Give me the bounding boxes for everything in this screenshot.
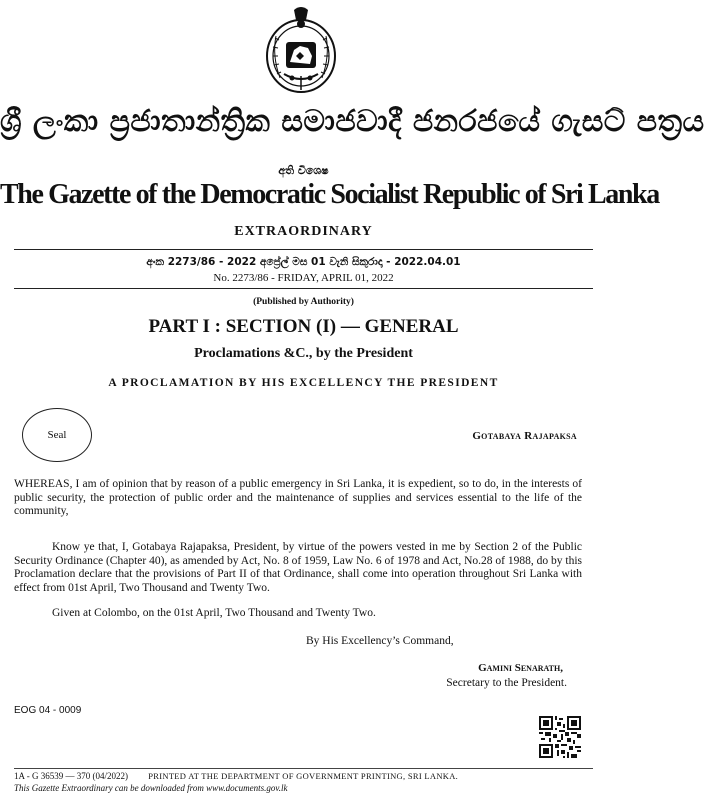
paragraph-given-at: Given at Colombo, on the 01st April, Two Thousand and Twenty Two. bbox=[52, 607, 376, 619]
secretary-name: Gamini Senarath, bbox=[478, 662, 563, 674]
extraordinary-label-sinhala: අති විශෙෂ bbox=[278, 164, 329, 177]
president-signature-name: Gotabaya Rajapaksa bbox=[472, 430, 577, 442]
issue-line-english: No. 2273/86 - FRIDAY, APRIL 01, 2022 bbox=[213, 272, 394, 284]
header-divider-bottom bbox=[14, 288, 593, 289]
footer-code: 1A - G 36539 — 370 (04/2022) bbox=[14, 771, 128, 781]
issue-line-sinhala: අංක 2273/86 - 2022 අප්‍රේල් මස 01 වැනි සිකුරාදා - 2022.04.01 bbox=[146, 256, 461, 268]
footer-download-note: This Gazette Extraordinary can be downloaded from www.documents.gov.lk bbox=[14, 783, 288, 793]
footer-printed-by: PRINTED AT THE DEPARTMENT OF GOVERNMENT PRINTING, SRI LANKA. bbox=[148, 771, 459, 781]
part-heading: PART I : SECTION (I) — GENERAL bbox=[148, 316, 459, 337]
secretary-title: Secretary to the President. bbox=[446, 677, 567, 689]
seal-stamp bbox=[22, 408, 92, 462]
reference-code: EOG 04 - 0009 bbox=[14, 705, 82, 716]
command-line: By His Excellency’s Command, bbox=[306, 635, 454, 647]
paragraph-whereas: WHEREAS, I am of opinion that by reason of a public emergency in Sri Lanka, it is expedient, so to do, in the interests of public security, the protection of public order and the maintenance of supplies and services essential to the life of the community, bbox=[14, 478, 582, 517]
gazette-title-english: The Gazette of the Democratic Socialist Republic of Sri Lanka bbox=[0, 179, 659, 210]
header-divider-top bbox=[14, 249, 593, 250]
published-by-authority: (Published by Authority) bbox=[253, 297, 354, 307]
qr-code-icon bbox=[539, 716, 581, 758]
footer-print-line bbox=[14, 771, 458, 781]
proclamation-heading: A PROCLAMATION BY HIS EXCELLENCY THE PRESIDENT bbox=[108, 377, 499, 389]
national-emblem-icon bbox=[262, 6, 340, 94]
seal-label: Seal bbox=[47, 429, 67, 441]
paragraph-know-ye: Know ye that, I, Gotabaya Rajapaksa, President, by virtue of the powers vested in me by Section 2 of the Public Security Ordinance (Chapter 40), as amended by Act, No. 8 of 1959, Law No. 6 of 1978 and Act, No.28 of 1988, do by this Proclamation declare that the provisions of Part II of that Ordinance, shall come into operation throughout Sri Lanka with effect from 01st April, Two Thousand and Twenty Two. bbox=[14, 541, 582, 594]
gazette-title-sinhala: ශ්‍රී ලංකා ප්‍රජාතාන්ත්‍රික සමාජවාදී ජනරජයේ ගැසට් පත්‍රය bbox=[0, 104, 705, 139]
extraordinary-label: EXTRAORDINARY bbox=[234, 224, 373, 239]
footer-divider bbox=[14, 768, 593, 769]
section-subheading: Proclamations &C., by the President bbox=[194, 346, 413, 361]
